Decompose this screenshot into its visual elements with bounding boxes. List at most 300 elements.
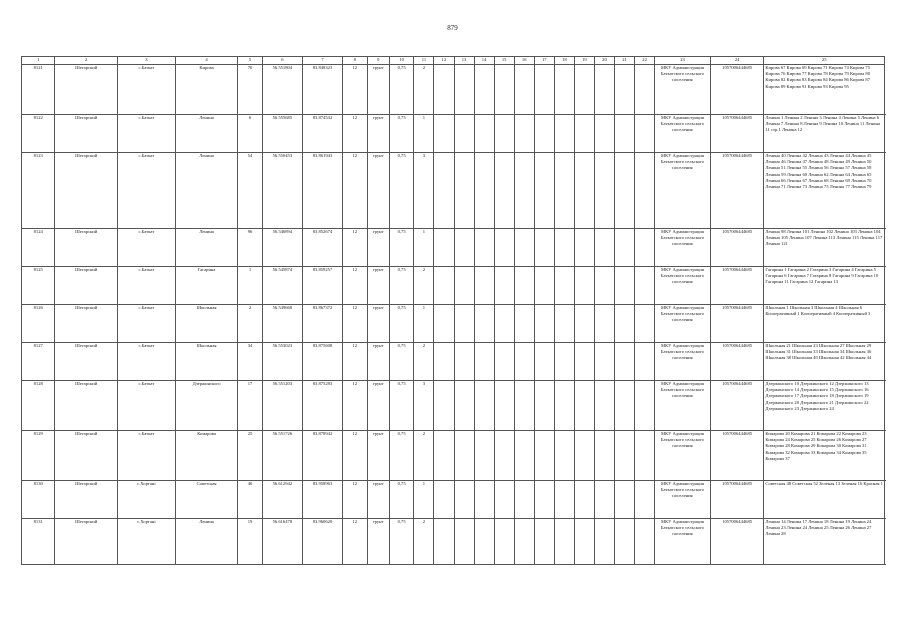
cell-id: 8127 xyxy=(22,343,55,381)
cell-served-addresses: Ленина 1 Ленина 2 Ленина 3 Ленина 4 Ленина 5 Ленина 6 Ленина 7 Ленина 8 Ленина 9 Ленина 10 Ленина 11 Ленина 11 стр.1 Ленина 12 xyxy=(764,115,885,153)
cell-district: Шегарский xyxy=(55,381,117,431)
column-header: 5 xyxy=(238,57,263,65)
cell-lon: 83.867372 xyxy=(302,305,342,343)
cell-settlement: с.Баткат xyxy=(117,381,175,431)
cell-served-addresses: Комарова 20 Комарова 21 Комарова 22 Комарова 23 Комарова 24 Комарова 25 Комарова 26 Комарова 27 Комарова 28 Комарова 29 Комарова 30 Комарова 31 Комарова 32 Комарова 33 Комарова 34 Комарова 35 Комарова 37 xyxy=(764,431,885,481)
cell-empty xyxy=(635,481,655,519)
cell-inn: 1057006444685 xyxy=(710,305,764,343)
cell-count: 2 xyxy=(414,267,434,305)
cell-empty xyxy=(474,519,494,565)
cell-empty xyxy=(615,65,635,115)
cell-empty xyxy=(615,267,635,305)
column-header: 24 xyxy=(710,57,764,65)
cell-empty xyxy=(434,381,454,431)
cell-lon: 83.875608 xyxy=(302,343,342,381)
column-header: 14 xyxy=(474,57,494,65)
cell-settlement: с.Баткат xyxy=(117,65,175,115)
column-header: 20 xyxy=(594,57,614,65)
cell-empty xyxy=(635,229,655,267)
cell-empty xyxy=(474,153,494,229)
column-header: 9 xyxy=(367,57,389,65)
column-header: 4 xyxy=(175,57,237,65)
cell-lon: 83.875283 xyxy=(302,381,342,431)
cell-empty xyxy=(434,519,454,565)
cell-lon: 83.861943 xyxy=(302,153,342,229)
cell-empty xyxy=(554,431,574,481)
cell-area: 12 xyxy=(343,305,368,343)
table-row xyxy=(22,305,885,343)
cell-empty xyxy=(594,115,614,153)
column-header: 18 xyxy=(554,57,574,65)
cell-surface: грунт xyxy=(367,115,389,153)
cell-inn: 1057006444685 xyxy=(710,431,764,481)
cell-empty xyxy=(494,431,514,481)
column-header: 21 xyxy=(615,57,635,65)
table-row xyxy=(22,267,885,305)
cell-settlement: с.Баткат xyxy=(117,115,175,153)
cell-empty xyxy=(514,343,534,381)
cell-id: 8125 xyxy=(22,267,55,305)
cell-organization: МКУ Администрация Баткатского сельского поселения xyxy=(655,431,711,481)
page-number: 879 xyxy=(447,24,458,32)
cell-empty xyxy=(454,267,474,305)
cell-lat: 56.616478 xyxy=(262,519,302,565)
table-row xyxy=(22,153,885,229)
cell-id: 8122 xyxy=(22,115,55,153)
cell-district: Шегарский xyxy=(55,153,117,229)
cell-lat: 56.549668 xyxy=(262,305,302,343)
cell-served-addresses: Ленина 98 Ленина 101 Ленина 102 Ленина 103 Ленина 104 Ленина 105 Ленина 107 Ленина 113 Ленина 115 Ленина 117 Ленина 121 xyxy=(764,229,885,267)
cell-house: 96 xyxy=(238,229,263,267)
cell-street: Ленина xyxy=(175,153,237,229)
cell-organization: МКУ Администрация Баткатского сельского поселения xyxy=(655,65,711,115)
column-header: 1 xyxy=(22,57,55,65)
cell-surface: грунт xyxy=(367,65,389,115)
cell-empty xyxy=(534,381,554,431)
cell-inn: 1057006444685 xyxy=(710,519,764,565)
cell-empty xyxy=(615,229,635,267)
cell-empty xyxy=(635,381,655,431)
cell-organization: МКУ Администрация Баткатского сельского поселения xyxy=(655,229,711,267)
cell-empty xyxy=(494,153,514,229)
cell-empty xyxy=(534,343,554,381)
cell-empty xyxy=(534,519,554,565)
cell-empty xyxy=(454,481,474,519)
cell-empty xyxy=(574,481,594,519)
cell-lat: 56.551804 xyxy=(262,65,302,115)
cell-empty xyxy=(434,115,454,153)
cell-lon: 83.874532 xyxy=(302,115,342,153)
cell-empty xyxy=(454,65,474,115)
cell-lon: 83.852674 xyxy=(302,229,342,267)
cell-empty xyxy=(494,229,514,267)
cell-empty xyxy=(454,305,474,343)
cell-empty xyxy=(494,481,514,519)
cell-served-addresses: Советская 48 Советская 52 Зеленая 13 Зеленая 16 Красная 1 xyxy=(764,481,885,519)
column-header: 23 xyxy=(655,57,711,65)
cell-volume: 0,75 xyxy=(389,153,414,229)
cell-empty xyxy=(514,431,534,481)
cell-house: 17 xyxy=(238,381,263,431)
cell-district: Шегарский xyxy=(55,115,117,153)
cell-lon: 83.859257 xyxy=(302,267,342,305)
cell-empty xyxy=(635,519,655,565)
cell-empty xyxy=(554,229,574,267)
cell-volume: 0,75 xyxy=(389,381,414,431)
cell-served-addresses: Кирова 67 Кирова 69 Кирова 71 Кирова 74 Кирова 75 Кирова 76 Кирова 77 Кирова 78 Кирова 79 Кирова 80 Кирова 82 Кирова 83 Кирова 84 Кирова 86 Кирова 87 Кирова 89 Кирова 91 Кирова 93 Кирова 95 xyxy=(764,65,885,115)
cell-empty xyxy=(434,305,454,343)
cell-empty xyxy=(494,343,514,381)
cell-settlement: с.Хортанi xyxy=(117,481,175,519)
column-header: 19 xyxy=(574,57,594,65)
cell-empty xyxy=(574,267,594,305)
cell-empty xyxy=(474,481,494,519)
cell-area: 12 xyxy=(343,65,368,115)
cell-empty xyxy=(534,267,554,305)
cell-inn: 1057006444685 xyxy=(710,153,764,229)
cell-lon: 83.848323 xyxy=(302,65,342,115)
table-row xyxy=(22,481,885,519)
cell-house: 54 xyxy=(238,153,263,229)
cell-house: 70 xyxy=(238,65,263,115)
cell-empty xyxy=(514,267,534,305)
cell-empty xyxy=(635,153,655,229)
cell-empty xyxy=(514,115,534,153)
cell-volume: 0,75 xyxy=(389,115,414,153)
cell-empty xyxy=(635,65,655,115)
cell-street: Школьная xyxy=(175,305,237,343)
cell-empty xyxy=(635,267,655,305)
cell-inn: 1057006444685 xyxy=(710,381,764,431)
cell-inn: 1057006444685 xyxy=(710,343,764,381)
cell-count: 2 xyxy=(414,519,434,565)
cell-inn: 1057006444685 xyxy=(710,481,764,519)
cell-empty xyxy=(635,343,655,381)
cell-empty xyxy=(594,305,614,343)
cell-surface: грунт xyxy=(367,305,389,343)
waste-site-register-table xyxy=(21,56,885,565)
cell-organization: МКУ Администрация Баткатского сельского поселения xyxy=(655,115,711,153)
cell-id: 8121 xyxy=(22,65,55,115)
cell-district: Шегарский xyxy=(55,229,117,267)
cell-street: Советская xyxy=(175,481,237,519)
cell-empty xyxy=(454,381,474,431)
column-header: 22 xyxy=(635,57,655,65)
cell-district: Шегарский xyxy=(55,343,117,381)
cell-id: 8130 xyxy=(22,481,55,519)
cell-id: 8129 xyxy=(22,431,55,481)
column-header: 15 xyxy=(494,57,514,65)
cell-empty xyxy=(574,65,594,115)
cell-area: 12 xyxy=(343,381,368,431)
cell-settlement: с.Баткат xyxy=(117,267,175,305)
cell-lat: 56.551203 xyxy=(262,381,302,431)
cell-district: Шегарский xyxy=(55,519,117,565)
cell-empty xyxy=(534,115,554,153)
cell-empty xyxy=(534,431,554,481)
cell-inn: 1057006444685 xyxy=(710,65,764,115)
cell-count: 1 xyxy=(414,229,434,267)
cell-lat: 56.553023 xyxy=(262,343,302,381)
cell-count: 3 xyxy=(414,153,434,229)
cell-empty xyxy=(474,65,494,115)
cell-empty xyxy=(594,431,614,481)
cell-district: Шегарский xyxy=(55,305,117,343)
column-header: 25 xyxy=(764,57,885,65)
cell-surface: грунт xyxy=(367,229,389,267)
cell-empty xyxy=(635,305,655,343)
cell-lat: 56.546894 xyxy=(262,229,302,267)
cell-district: Шегарский xyxy=(55,481,117,519)
cell-empty xyxy=(594,381,614,431)
cell-empty xyxy=(615,115,635,153)
cell-empty xyxy=(474,431,494,481)
cell-street: Гагарина xyxy=(175,267,237,305)
cell-empty xyxy=(494,267,514,305)
table-row xyxy=(22,431,885,481)
cell-organization: МКУ Администрация Баткатского сельского поселения xyxy=(655,153,711,229)
cell-house: 19 xyxy=(238,519,263,565)
cell-empty xyxy=(574,519,594,565)
cell-empty xyxy=(554,305,574,343)
cell-empty xyxy=(514,229,534,267)
cell-volume: 0,75 xyxy=(389,431,414,481)
cell-empty xyxy=(434,481,454,519)
cell-empty xyxy=(554,115,574,153)
column-header: 7 xyxy=(302,57,342,65)
cell-empty xyxy=(494,305,514,343)
cell-empty xyxy=(574,115,594,153)
cell-served-addresses: Школьная 21 Школьная 23 Школьная 27 Школьная 29 Школьная 31 Школьная 33 Школьная 34 Школьная 36 Школьная 38 Школьная 40 Школьная 42 Школьная 44 xyxy=(764,343,885,381)
column-header: 6 xyxy=(262,57,302,65)
cell-empty xyxy=(554,267,574,305)
cell-empty xyxy=(554,481,574,519)
cell-street: Ленина xyxy=(175,115,237,153)
cell-empty xyxy=(574,343,594,381)
cell-empty xyxy=(434,229,454,267)
cell-surface: грунт xyxy=(367,481,389,519)
cell-empty xyxy=(615,431,635,481)
cell-empty xyxy=(635,431,655,481)
cell-surface: грунт xyxy=(367,343,389,381)
cell-area: 12 xyxy=(343,229,368,267)
cell-street: Дзержинского xyxy=(175,381,237,431)
cell-empty xyxy=(514,65,534,115)
cell-empty xyxy=(454,519,474,565)
cell-district: Шегарский xyxy=(55,65,117,115)
cell-empty xyxy=(574,229,594,267)
cell-house: 2 xyxy=(238,305,263,343)
cell-count: 1 xyxy=(414,481,434,519)
cell-empty xyxy=(514,519,534,565)
cell-settlement: с.Баткат xyxy=(117,229,175,267)
cell-id: 8126 xyxy=(22,305,55,343)
column-number-row xyxy=(22,57,885,65)
cell-id: 8128 xyxy=(22,381,55,431)
cell-empty xyxy=(594,153,614,229)
cell-id: 8123 xyxy=(22,153,55,229)
cell-empty xyxy=(474,343,494,381)
cell-empty xyxy=(454,343,474,381)
cell-inn: 1057006444685 xyxy=(710,229,764,267)
cell-empty xyxy=(594,229,614,267)
cell-volume: 0,75 xyxy=(389,65,414,115)
cell-area: 12 xyxy=(343,481,368,519)
cell-lat: 56.545874 xyxy=(262,267,302,305)
cell-street: Комарова xyxy=(175,431,237,481)
cell-count: 2 xyxy=(414,343,434,381)
cell-empty xyxy=(615,381,635,431)
cell-empty xyxy=(474,305,494,343)
cell-settlement: с.Баткат xyxy=(117,343,175,381)
cell-street: Школьная xyxy=(175,343,237,381)
column-header: 11 xyxy=(414,57,434,65)
cell-house: 34 xyxy=(238,343,263,381)
cell-empty xyxy=(615,481,635,519)
cell-house: 46 xyxy=(238,481,263,519)
cell-empty xyxy=(615,343,635,381)
cell-count: 2 xyxy=(414,431,434,481)
cell-empty xyxy=(615,305,635,343)
cell-area: 12 xyxy=(343,343,368,381)
cell-empty xyxy=(474,381,494,431)
column-header: 8 xyxy=(343,57,368,65)
table-row xyxy=(22,381,885,431)
column-header: 17 xyxy=(534,57,554,65)
cell-empty xyxy=(574,305,594,343)
cell-empty xyxy=(434,267,454,305)
cell-served-addresses: Дзержинского 10 Дзержинского 12 Дзержинского 13 Дзержинского 14 Дзержинского 15 Дзержинского 16 Дзержинского 17 Дзержинского 18 Дзержинского 19 Дзержинского 20 Дзержинского 21 Дзержинского 22 Дзержинского 23 Дзержинского 24 xyxy=(764,381,885,431)
cell-lat: 56.612942 xyxy=(262,481,302,519)
table-row xyxy=(22,65,885,115)
cell-empty xyxy=(594,481,614,519)
cell-volume: 0,75 xyxy=(389,267,414,305)
cell-empty xyxy=(514,305,534,343)
column-header: 2 xyxy=(55,57,117,65)
cell-id: 8131 xyxy=(22,519,55,565)
cell-empty xyxy=(454,153,474,229)
cell-empty xyxy=(574,431,594,481)
cell-street: Ленина xyxy=(175,229,237,267)
table-row xyxy=(22,519,885,565)
cell-count: 3 xyxy=(414,381,434,431)
table-row xyxy=(22,343,885,381)
cell-area: 12 xyxy=(343,431,368,481)
cell-organization: МКУ Администрация Баткатского сельского поселения xyxy=(655,343,711,381)
cell-surface: грунт xyxy=(367,431,389,481)
cell-empty xyxy=(554,519,574,565)
cell-organization: МКУ Администрация Баткатского сельского поселения xyxy=(655,381,711,431)
cell-empty xyxy=(574,153,594,229)
cell-organization: МКУ Администрация Баткатского сельского поселения xyxy=(655,305,711,343)
cell-empty xyxy=(474,267,494,305)
cell-empty xyxy=(434,153,454,229)
cell-surface: грунт xyxy=(367,381,389,431)
cell-empty xyxy=(474,115,494,153)
cell-empty xyxy=(454,431,474,481)
column-header: 10 xyxy=(389,57,414,65)
cell-lat: 56.550453 xyxy=(262,153,302,229)
cell-organization: МКУ Администрация Баткатского сельского поселения xyxy=(655,267,711,305)
cell-id: 8124 xyxy=(22,229,55,267)
cell-empty xyxy=(554,381,574,431)
cell-empty xyxy=(474,229,494,267)
cell-empty xyxy=(514,153,534,229)
cell-empty xyxy=(434,431,454,481)
cell-surface: грунт xyxy=(367,267,389,305)
cell-empty xyxy=(494,65,514,115)
cell-empty xyxy=(454,229,474,267)
cell-served-addresses: Ленина 40 Ленина 42 Ленина 43 Ленина 44 Ленина 45 Ленина 46 Ленина 47 Ленина 48 Ленина 49 Ленина 50 Ленина 51 Ленина 55 Ленина 56 Ленина 57 Ленина 58 Ленина 59 Ленина 60 Ленина 62 Ленина 64 Ленина 65 Ленина 66 Ленина 67 Ленина 68 Ленина 69 Ленина 70 Ленина 71 Ленина 73 Ленина 75 Ленина 77 Ленина 79 xyxy=(764,153,885,229)
cell-volume: 0,75 xyxy=(389,519,414,565)
cell-lat: 56.555685 xyxy=(262,115,302,153)
cell-surface: грунт xyxy=(367,153,389,229)
cell-volume: 0,75 xyxy=(389,305,414,343)
cell-empty xyxy=(514,381,534,431)
cell-inn: 1057006444685 xyxy=(710,267,764,305)
cell-empty xyxy=(454,115,474,153)
cell-empty xyxy=(615,519,635,565)
cell-lon: 83.878942 xyxy=(302,431,342,481)
cell-house: 6 xyxy=(238,115,263,153)
cell-served-addresses: Гагарина 1 Гагарина 2 Гагарина 3 Гагарина 4 Гагарина 5 Гагарина 6 Гагарина 7 Гагарина 8 Гагарина 9 Гагарина 10 Гагарина 11 Гагарина 12 Гагарина 13 xyxy=(764,267,885,305)
cell-volume: 0,75 xyxy=(389,481,414,519)
cell-empty xyxy=(494,115,514,153)
cell-area: 12 xyxy=(343,267,368,305)
cell-empty xyxy=(534,305,554,343)
cell-empty xyxy=(574,381,594,431)
cell-area: 12 xyxy=(343,519,368,565)
column-header: 16 xyxy=(514,57,534,65)
cell-empty xyxy=(494,381,514,431)
table-row xyxy=(22,115,885,153)
cell-house: 25 xyxy=(238,431,263,481)
column-header: 13 xyxy=(454,57,474,65)
cell-empty xyxy=(594,519,614,565)
cell-served-addresses: Ленина 14 Ленина 17 Ленина 18 Ленина 19 Ленина 24 Ленина 23 Ленина 24 Ленина 25 Ленина 26 Ленина 27 Ленина 28 xyxy=(764,519,885,565)
cell-settlement: с.Баткат xyxy=(117,431,175,481)
cell-volume: 0,75 xyxy=(389,229,414,267)
cell-inn: 1057006444685 xyxy=(710,115,764,153)
cell-street: Кирова xyxy=(175,65,237,115)
cell-lon: 83.960620 xyxy=(302,519,342,565)
cell-empty xyxy=(635,115,655,153)
cell-empty xyxy=(594,65,614,115)
cell-empty xyxy=(554,153,574,229)
cell-empty xyxy=(615,153,635,229)
cell-empty xyxy=(534,481,554,519)
cell-settlement: с.Баткат xyxy=(117,153,175,229)
cell-empty xyxy=(554,343,574,381)
cell-empty xyxy=(534,65,554,115)
cell-house: 1 xyxy=(238,267,263,305)
cell-settlement: с.Хортанi xyxy=(117,519,175,565)
cell-empty xyxy=(434,65,454,115)
cell-lon: 83.958963 xyxy=(302,481,342,519)
cell-empty xyxy=(514,481,534,519)
cell-area: 12 xyxy=(343,115,368,153)
cell-empty xyxy=(434,343,454,381)
cell-empty xyxy=(534,229,554,267)
cell-volume: 0,75 xyxy=(389,343,414,381)
column-header: 12 xyxy=(434,57,454,65)
cell-empty xyxy=(594,343,614,381)
cell-served-addresses: Школьная 1 Школьная 3 Школьная 4 Школьная 6 Кооперативный 1 Кооперативный 4 Кооперативный 3 xyxy=(764,305,885,343)
cell-area: 12 xyxy=(343,153,368,229)
column-header: 3 xyxy=(117,57,175,65)
cell-empty xyxy=(534,153,554,229)
cell-street: Ленина xyxy=(175,519,237,565)
